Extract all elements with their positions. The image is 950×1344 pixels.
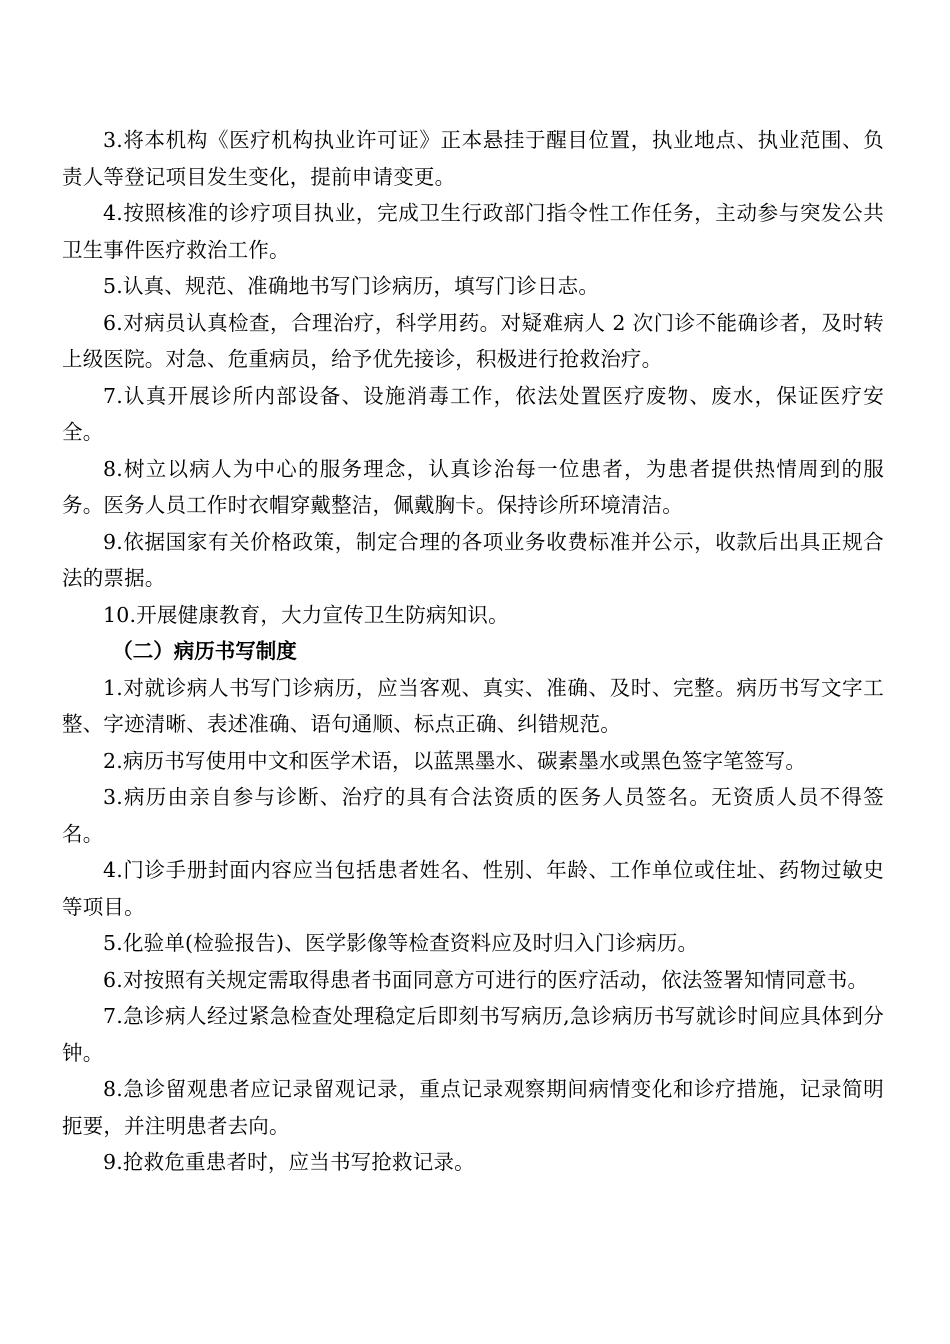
paragraph-item-7: 7.认真开展诊所内部设备、设施消毒工作，依法处置医疗废物、废水，保证医疗安全。 <box>62 383 884 444</box>
records-item-5: 5.化验单(检验报告)、医学影像等检查资料应及时归入门诊病历。 <box>103 931 699 955</box>
records-item-1: 1.对就诊病人书写门诊病历，应当客观、真实、准确、及时、完整。病历书写文字工整、字迹清晰、表述准确、语句通顺、标点正确、纠错规范。 <box>62 675 884 736</box>
records-item-6: 6.对按照有关规定需取得患者书面同意方可进行的医疗活动，依法签署知情同意书。 <box>103 967 869 992</box>
paragraph-item-5: 5.认真、规范、准确地书写门诊病历，填写门诊日志。 <box>103 274 600 298</box>
records-item-2: 2.病历书写使用中文和医学术语，以蓝黑墨水、碳素墨水或黑色签字笔签写。 <box>103 748 807 773</box>
paragraph-item-6: 6.对病员认真检查，合理治疗，科学用药。对疑难病人 2 次门诊不能确诊者，及时转上级医院。对急、危重病员，给予优先接诊，积极进行抢救治疗。 <box>62 310 884 371</box>
records-item-3: 3.病历由亲自参与诊断、治疗的具有合法资质的医务人员签名。无资质人员不得签名。 <box>62 785 884 846</box>
paragraph-item-9: 9.依据国家有关价格政策，制定合理的各项业务收费标准并公示，收款后出具正规合法的票据。 <box>62 529 884 590</box>
paragraph-item-8: 8.树立以病人为中心的服务理念，认真诊治每一位患者，为患者提供热情周到的服务。医务人员工作时衣帽穿戴整洁，佩戴胸卡。保持诊所环境清洁。 <box>62 456 884 517</box>
paragraph-item-3: 3.将本机构《医疗机构执业许可证》正本悬挂于醒目位置，执业地点、执业范围、负责人等登记项目发生变化，提前申请变更。 <box>62 128 884 189</box>
records-item-7: 7.急诊病人经过紧急检查处理稳定后即刻书写病历,急诊病历书写就诊时间应具体到分钟。 <box>62 1004 884 1065</box>
document-page <box>62 122 884 1181</box>
records-item-4: 4.门诊手册封面内容应当包括患者姓名、性别、年龄、工作单位或住址、药物过敏史等项目。 <box>62 858 884 919</box>
paragraph-item-4: 4.按照核准的诊疗项目执业，完成卫生行政部门指令性工作任务，主动参与突发公共卫生事件医疗救治工作。 <box>62 201 884 262</box>
section-heading-medical-records: （二）病历书写制度 <box>112 639 297 663</box>
paragraph-item-10: 10.开展健康教育，大力宣传卫生防病知识。 <box>103 602 509 627</box>
records-item-8: 8.急诊留观患者应记录留观记录，重点记录观察期间病情变化和诊疗措施，记录简明扼要，并注明患者去向。 <box>62 1077 884 1138</box>
records-item-9: 9.抢救危重患者时，应当书写抢救记录。 <box>103 1150 475 1174</box>
